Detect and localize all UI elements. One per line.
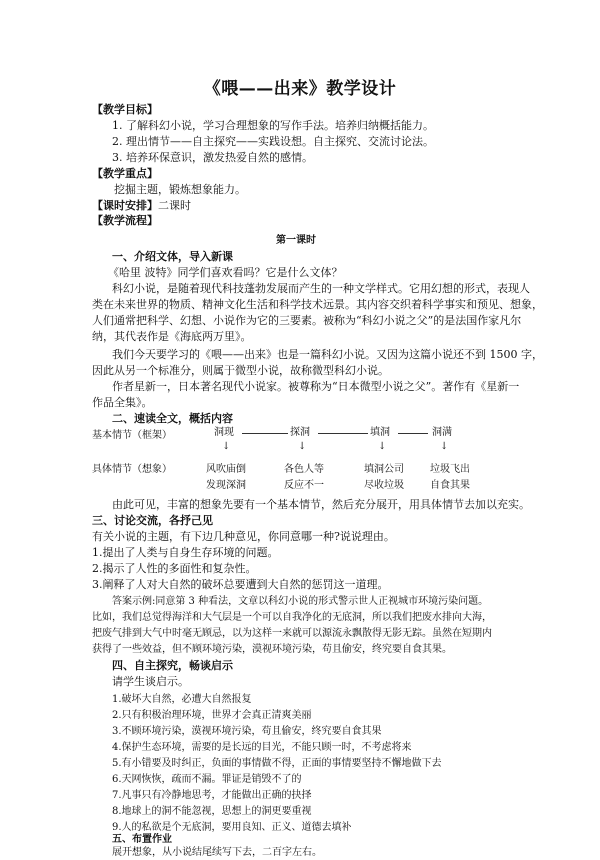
- down-arrow-icon: ↓: [440, 441, 449, 452]
- schedule-text: 二课时: [158, 199, 191, 212]
- insight-item: 9.人的私欲是个无底洞，要用良知、正义、道德去填补: [112, 822, 352, 833]
- basic-plot-step: 探洞: [290, 427, 310, 438]
- insight-item: 4.保护生态环境，需要的是长远的目光，不能只顾一时，不考虑将来: [112, 742, 412, 753]
- homework-text: 展开想象，从小说结尾续写下去，二百字左右。: [112, 847, 322, 858]
- section-1-heading: 一、介绍文体，导入新课: [112, 250, 233, 263]
- down-arrow-icon: ↓: [222, 441, 231, 452]
- objective-item: 2. 理出情节——自主探究——实践设想。自主探究、交流讨论法。: [112, 135, 434, 148]
- specific-plot-item: 尽收垃圾: [364, 480, 404, 491]
- plot-connector: [242, 433, 288, 434]
- section-4-heading: 四、自主探究，畅谈启示: [112, 659, 233, 672]
- section-3-item: 1.提出了人类与自身生存环境的问题。: [92, 546, 279, 559]
- lesson-title: 第一课时: [276, 235, 316, 246]
- section-1-line: 类在未来世界的物质、精神文化生活和科学技术远景。其内容交织着科学事实和预见、想象，: [92, 298, 543, 311]
- section-1-line: 《哈里 波特》同学们喜欢看吗？它是什么文体？: [108, 266, 343, 279]
- section-3-answer: 把废气排到大气中时毫无顾忌，以为这样一来就可以源流永飘散得无影无踪。虽然在短期内: [92, 628, 492, 639]
- basic-plot-step: 填洞: [370, 427, 390, 438]
- section-3-item: 2.揭示了人性的多面性和复杂性。: [92, 562, 257, 575]
- insight-item: 2.只有积极治理环境，世界才会真正清爽美丽: [112, 710, 312, 721]
- section-3-answer: 比如，我们总觉得海洋和大气层是一个可以自我净化的无底洞，所以我们把废水排向大海，: [92, 612, 492, 623]
- insight-item: 1.破坏大自然，必遭大自然报复: [112, 694, 252, 705]
- section-4-intro: 请学生谈启示。: [112, 675, 189, 688]
- section-3-intro: 有关小说的主题，有下边几种意见，你同意哪一种?说说理由。: [92, 530, 395, 543]
- plot-connector: [318, 433, 368, 434]
- section-3-heading: 三、讨论交流，各抒己见: [92, 514, 213, 527]
- section-2-summary: 由此可见，丰富的想象先要有一个基本情节，然后充分展开，用具体情节去加以充实。: [112, 498, 530, 511]
- section-3-answer: 答案示例:同意第 3 种看法，文章以科幻小说的形式警示世人正视城市环境污染问题。: [112, 596, 489, 607]
- objectives-heading: 【教学目标】: [92, 103, 158, 116]
- insight-item: 8.地球上的洞不能忽视，思想上的洞更要重视: [112, 806, 312, 817]
- down-arrow-icon: ↓: [298, 441, 307, 452]
- section-1-line: 科幻小说，是随着现代科技蓬勃发展而产生的一种文学样式。它用幻想的形式，表现人: [112, 282, 530, 295]
- specific-plot-item: 自食其果: [430, 480, 470, 491]
- specific-plot-item: 填洞公司: [364, 464, 404, 475]
- section-5-heading: 五、布置作业: [112, 834, 172, 845]
- section-1-line: 作者星新一，日本著名现代小说家。被尊称为“日本微型小说之父”。著作有《星新一: [112, 380, 520, 393]
- insight-item: 7.凡事只有冷静地思考，才能做出正确的抉择: [112, 790, 312, 801]
- schedule-line: [92, 198, 191, 213]
- insight-item: 3.不顾环境污染，漠视环境污染，苟且偷安，终究要自食其果: [112, 726, 382, 737]
- focus-text: 挖掘主题，锻炼想象能力。: [114, 183, 246, 196]
- section-1-line: 作品全集》。: [92, 396, 153, 409]
- basic-plot-step: 洞满: [432, 427, 452, 438]
- insight-item: 6.天网恢恢，疏而不漏。罪证是销毁不了的: [112, 774, 302, 785]
- section-1-line: 纳，其代表作是《海底两万里》。: [92, 330, 252, 343]
- specific-plot-item: 发现深洞: [206, 480, 246, 491]
- plot-connector: [398, 433, 428, 434]
- objective-item: 3. 培养环保意识，激发热爱自然的感情。: [112, 151, 313, 164]
- objective-item: 1. 了解科幻小说，学习合理想象的写作手法。培养归纳概括能力。: [112, 119, 434, 132]
- document-title: 《喂——出来》教学设计: [203, 79, 397, 99]
- basic-plot-label: 基本情节（框架）: [92, 430, 172, 441]
- specific-plot-item: 反应不一: [284, 480, 324, 491]
- section-1-line: 我们今天要学习的《喂——出来》也是一篇科幻小说。又因为这篇小说还不到 1500 字，: [112, 348, 543, 361]
- specific-plot-item: 各色人等: [284, 464, 324, 475]
- specific-plot-item: 风吹庙倒: [206, 464, 246, 475]
- insight-item: 5.有小错要及时纠正，负面的事情做不得，正面的事情要坚持不懈地做下去: [112, 758, 442, 769]
- section-1-line: 因此从另一个标准分，则属于微型小说，故称微型科幻小说。: [92, 364, 389, 377]
- section-3-answer: 获得了一些效益，但不顾环境污染，漠视环境污染，苟且偷安，终究要自食其果。: [92, 644, 452, 655]
- specific-plot-item: 垃圾飞出: [430, 464, 470, 475]
- specific-plot-label: 具体情节（想象）: [92, 464, 172, 475]
- process-heading: 【教学流程】: [92, 214, 158, 227]
- basic-plot-step: 洞现: [214, 427, 234, 438]
- down-arrow-icon: ↓: [378, 441, 387, 452]
- section-3-item: 3.阐释了人对大自然的破坏总要遭到大自然的惩罚这一道理。: [92, 578, 389, 591]
- focus-heading: 【教学重点】: [92, 167, 158, 180]
- section-2-heading: 二、速读全文，概括内容: [112, 412, 233, 425]
- schedule-heading: 【课时安排】: [92, 199, 158, 212]
- section-1-line: 人们通常把科学、幻想、小说作为它的三要素。被称为“科幻小说之父”的是法国作家凡尔: [92, 314, 522, 327]
